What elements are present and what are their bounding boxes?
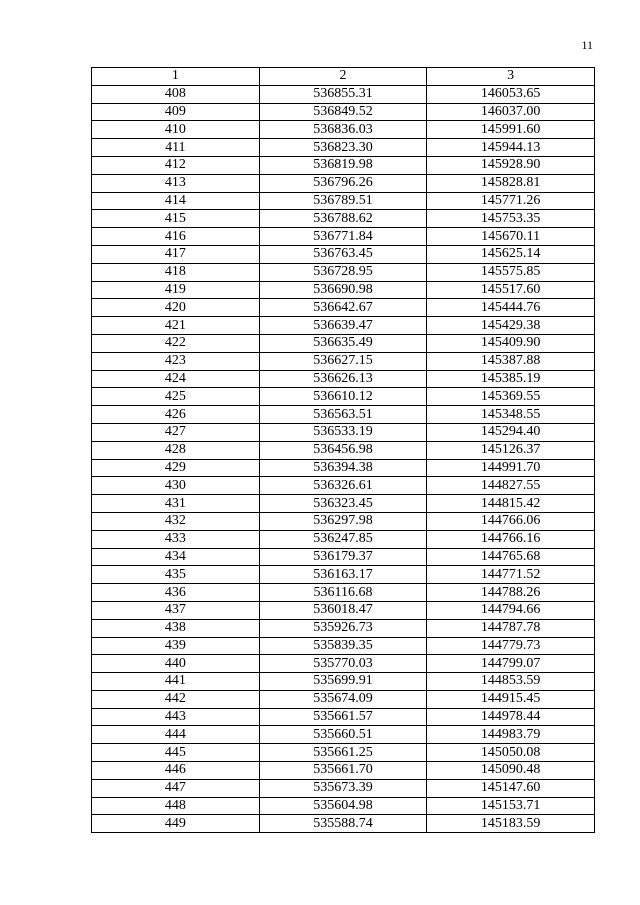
table-cell-col-3: 145575.85 bbox=[427, 263, 595, 281]
table-row bbox=[92, 762, 595, 780]
table-cell-col-1: 435 bbox=[92, 566, 260, 584]
table-cell-col-2: 535661.25 bbox=[259, 744, 427, 762]
table-cell-col-3: 145126.37 bbox=[427, 441, 595, 459]
table-cell-col-1: 426 bbox=[92, 406, 260, 424]
table-cell-col-2: 536796.26 bbox=[259, 174, 427, 192]
table-cell-col-3: 144771.52 bbox=[427, 566, 595, 584]
table-row bbox=[92, 228, 595, 246]
table-row bbox=[92, 121, 595, 139]
table-cell-col-2: 536563.51 bbox=[259, 406, 427, 424]
table-cell-col-3: 145771.26 bbox=[427, 192, 595, 210]
table-cell-col-1: 444 bbox=[92, 726, 260, 744]
table-cell-col-1: 442 bbox=[92, 690, 260, 708]
table-row bbox=[92, 406, 595, 424]
column-header-1: 1 bbox=[92, 68, 260, 86]
table-cell-col-2: 535661.70 bbox=[259, 762, 427, 780]
table-cell-col-2: 535699.91 bbox=[259, 673, 427, 691]
table-cell-col-3: 144915.45 bbox=[427, 690, 595, 708]
table-cell-col-2: 535770.03 bbox=[259, 655, 427, 673]
table-cell-col-2: 536849.52 bbox=[259, 103, 427, 121]
table-row bbox=[92, 601, 595, 619]
table-cell-col-2: 536018.47 bbox=[259, 601, 427, 619]
coordinates-table bbox=[91, 67, 595, 833]
table-cell-col-3: 144815.42 bbox=[427, 495, 595, 513]
table-cell-col-1: 421 bbox=[92, 317, 260, 335]
table-cell-col-2: 536326.61 bbox=[259, 477, 427, 495]
table-cell-col-3: 145928.90 bbox=[427, 156, 595, 174]
table-row bbox=[92, 815, 595, 833]
table-cell-col-2: 535660.51 bbox=[259, 726, 427, 744]
table-row bbox=[92, 156, 595, 174]
table-row bbox=[92, 655, 595, 673]
table-row bbox=[92, 512, 595, 530]
table-cell-col-3: 145517.60 bbox=[427, 281, 595, 299]
table-cell-col-1: 429 bbox=[92, 459, 260, 477]
table-cell-col-1: 420 bbox=[92, 299, 260, 317]
table-cell-col-3: 145444.76 bbox=[427, 299, 595, 317]
column-header-3: 3 bbox=[427, 68, 595, 86]
table-cell-col-3: 145991.60 bbox=[427, 121, 595, 139]
header-row bbox=[92, 68, 595, 86]
table-cell-col-1: 446 bbox=[92, 762, 260, 780]
table-cell-col-1: 428 bbox=[92, 441, 260, 459]
table-cell-col-1: 433 bbox=[92, 530, 260, 548]
table-cell-col-1: 417 bbox=[92, 245, 260, 263]
table-row bbox=[92, 441, 595, 459]
table-cell-col-1: 415 bbox=[92, 210, 260, 228]
table-cell-col-3: 145153.71 bbox=[427, 797, 595, 815]
table-cell-col-3: 145348.55 bbox=[427, 406, 595, 424]
table-cell-col-2: 535588.74 bbox=[259, 815, 427, 833]
table-cell-col-3: 144983.79 bbox=[427, 726, 595, 744]
table-cell-col-2: 535839.35 bbox=[259, 637, 427, 655]
table-row bbox=[92, 637, 595, 655]
table-cell-col-2: 536456.98 bbox=[259, 441, 427, 459]
table-cell-col-3: 144978.44 bbox=[427, 708, 595, 726]
table-row bbox=[92, 263, 595, 281]
table-cell-col-2: 536179.37 bbox=[259, 548, 427, 566]
table-row bbox=[92, 174, 595, 192]
table-cell-col-2: 536247.85 bbox=[259, 530, 427, 548]
table-row bbox=[92, 192, 595, 210]
table-row bbox=[92, 584, 595, 602]
table-row bbox=[92, 388, 595, 406]
table-cell-col-1: 439 bbox=[92, 637, 260, 655]
table-body bbox=[92, 85, 595, 832]
table-cell-col-1: 432 bbox=[92, 512, 260, 530]
table-cell-col-1: 409 bbox=[92, 103, 260, 121]
table-cell-col-2: 536823.30 bbox=[259, 139, 427, 157]
table-cell-col-2: 536639.47 bbox=[259, 317, 427, 335]
table-cell-col-1: 414 bbox=[92, 192, 260, 210]
table-cell-col-1: 430 bbox=[92, 477, 260, 495]
table-row bbox=[92, 245, 595, 263]
table-cell-col-3: 145753.35 bbox=[427, 210, 595, 228]
table-cell-col-3: 144779.73 bbox=[427, 637, 595, 655]
table-cell-col-1: 438 bbox=[92, 619, 260, 637]
table-row bbox=[92, 370, 595, 388]
table-cell-col-3: 145183.59 bbox=[427, 815, 595, 833]
table-cell-col-2: 536788.62 bbox=[259, 210, 427, 228]
table-cell-col-2: 536163.17 bbox=[259, 566, 427, 584]
table-row bbox=[92, 797, 595, 815]
table-cell-col-3: 144853.59 bbox=[427, 673, 595, 691]
table-cell-col-2: 536728.95 bbox=[259, 263, 427, 281]
table-cell-col-2: 536855.31 bbox=[259, 85, 427, 103]
table-cell-col-3: 144788.26 bbox=[427, 584, 595, 602]
table-cell-col-3: 144787.78 bbox=[427, 619, 595, 637]
table-cell-col-1: 436 bbox=[92, 584, 260, 602]
table-cell-col-2: 536635.49 bbox=[259, 334, 427, 352]
table-row bbox=[92, 779, 595, 797]
table-cell-col-1: 424 bbox=[92, 370, 260, 388]
table-cell-col-2: 536642.67 bbox=[259, 299, 427, 317]
table-cell-col-2: 536533.19 bbox=[259, 423, 427, 441]
table-row bbox=[92, 548, 595, 566]
table-cell-col-3: 145944.13 bbox=[427, 139, 595, 157]
table-cell-col-2: 536610.12 bbox=[259, 388, 427, 406]
table-cell-col-3: 144794.66 bbox=[427, 601, 595, 619]
table-cell-col-3: 146053.65 bbox=[427, 85, 595, 103]
table-cell-col-1: 449 bbox=[92, 815, 260, 833]
table-cell-col-3: 144766.06 bbox=[427, 512, 595, 530]
table-cell-col-2: 535661.57 bbox=[259, 708, 427, 726]
table-cell-col-3: 145090.48 bbox=[427, 762, 595, 780]
table-row bbox=[92, 619, 595, 637]
table-cell-col-3: 145409.90 bbox=[427, 334, 595, 352]
table-row bbox=[92, 459, 595, 477]
table-cell-col-3: 145670.11 bbox=[427, 228, 595, 246]
table-cell-col-2: 536323.45 bbox=[259, 495, 427, 513]
table-row bbox=[92, 139, 595, 157]
table-cell-col-3: 144991.70 bbox=[427, 459, 595, 477]
table-row bbox=[92, 317, 595, 335]
table-row bbox=[92, 495, 595, 513]
table-cell-col-1: 437 bbox=[92, 601, 260, 619]
table-cell-col-1: 447 bbox=[92, 779, 260, 797]
table-cell-col-1: 422 bbox=[92, 334, 260, 352]
table-cell-col-1: 412 bbox=[92, 156, 260, 174]
table-row bbox=[92, 726, 595, 744]
table-row bbox=[92, 299, 595, 317]
table-cell-col-2: 536771.84 bbox=[259, 228, 427, 246]
table-cell-col-1: 411 bbox=[92, 139, 260, 157]
page-number: 11 bbox=[581, 38, 593, 52]
table-cell-col-2: 536394.38 bbox=[259, 459, 427, 477]
table-cell-col-2: 536297.98 bbox=[259, 512, 427, 530]
table-row bbox=[92, 281, 595, 299]
table-cell-col-2: 536836.03 bbox=[259, 121, 427, 139]
table-row bbox=[92, 530, 595, 548]
table-cell-col-3: 145294.40 bbox=[427, 423, 595, 441]
table-cell-col-1: 425 bbox=[92, 388, 260, 406]
column-header-2: 2 bbox=[259, 68, 427, 86]
table-cell-col-1: 408 bbox=[92, 85, 260, 103]
table-cell-col-2: 536627.15 bbox=[259, 352, 427, 370]
table-cell-col-2: 536690.98 bbox=[259, 281, 427, 299]
table-row bbox=[92, 334, 595, 352]
table-cell-col-3: 146037.00 bbox=[427, 103, 595, 121]
table-cell-col-3: 144827.55 bbox=[427, 477, 595, 495]
table-cell-col-3: 145828.81 bbox=[427, 174, 595, 192]
table-row bbox=[92, 85, 595, 103]
table-cell-col-1: 431 bbox=[92, 495, 260, 513]
table-cell-col-3: 145429.38 bbox=[427, 317, 595, 335]
table-cell-col-1: 443 bbox=[92, 708, 260, 726]
table-cell-col-1: 434 bbox=[92, 548, 260, 566]
table-row bbox=[92, 566, 595, 584]
table-cell-col-3: 145147.60 bbox=[427, 779, 595, 797]
table-cell-col-2: 535604.98 bbox=[259, 797, 427, 815]
table-cell-col-3: 145369.55 bbox=[427, 388, 595, 406]
table-cell-col-3: 144799.07 bbox=[427, 655, 595, 673]
table-cell-col-3: 144765.68 bbox=[427, 548, 595, 566]
table-cell-col-2: 536116.68 bbox=[259, 584, 427, 602]
table-cell-col-3: 145387.88 bbox=[427, 352, 595, 370]
table-row bbox=[92, 103, 595, 121]
table-cell-col-1: 448 bbox=[92, 797, 260, 815]
table-row bbox=[92, 352, 595, 370]
table-row bbox=[92, 690, 595, 708]
table-row bbox=[92, 744, 595, 762]
table-row bbox=[92, 708, 595, 726]
table-cell-col-1: 416 bbox=[92, 228, 260, 246]
table-cell-col-3: 144766.16 bbox=[427, 530, 595, 548]
table-cell-col-1: 445 bbox=[92, 744, 260, 762]
table-cell-col-2: 536763.45 bbox=[259, 245, 427, 263]
table-cell-col-1: 423 bbox=[92, 352, 260, 370]
table-cell-col-1: 440 bbox=[92, 655, 260, 673]
table-header bbox=[92, 68, 595, 86]
table-cell-col-3: 145385.19 bbox=[427, 370, 595, 388]
table-row bbox=[92, 477, 595, 495]
table-cell-col-2: 536626.13 bbox=[259, 370, 427, 388]
table-row bbox=[92, 210, 595, 228]
table-cell-col-3: 145625.14 bbox=[427, 245, 595, 263]
table-cell-col-1: 427 bbox=[92, 423, 260, 441]
table-cell-col-3: 145050.08 bbox=[427, 744, 595, 762]
table-cell-col-1: 419 bbox=[92, 281, 260, 299]
table-cell-col-1: 413 bbox=[92, 174, 260, 192]
table-cell-col-2: 536789.51 bbox=[259, 192, 427, 210]
table-cell-col-2: 535673.39 bbox=[259, 779, 427, 797]
table-cell-col-1: 441 bbox=[92, 673, 260, 691]
table-row bbox=[92, 423, 595, 441]
table-cell-col-1: 410 bbox=[92, 121, 260, 139]
table-cell-col-1: 418 bbox=[92, 263, 260, 281]
table-cell-col-2: 536819.98 bbox=[259, 156, 427, 174]
table-cell-col-2: 535674.09 bbox=[259, 690, 427, 708]
table-cell-col-2: 535926.73 bbox=[259, 619, 427, 637]
table-row bbox=[92, 673, 595, 691]
